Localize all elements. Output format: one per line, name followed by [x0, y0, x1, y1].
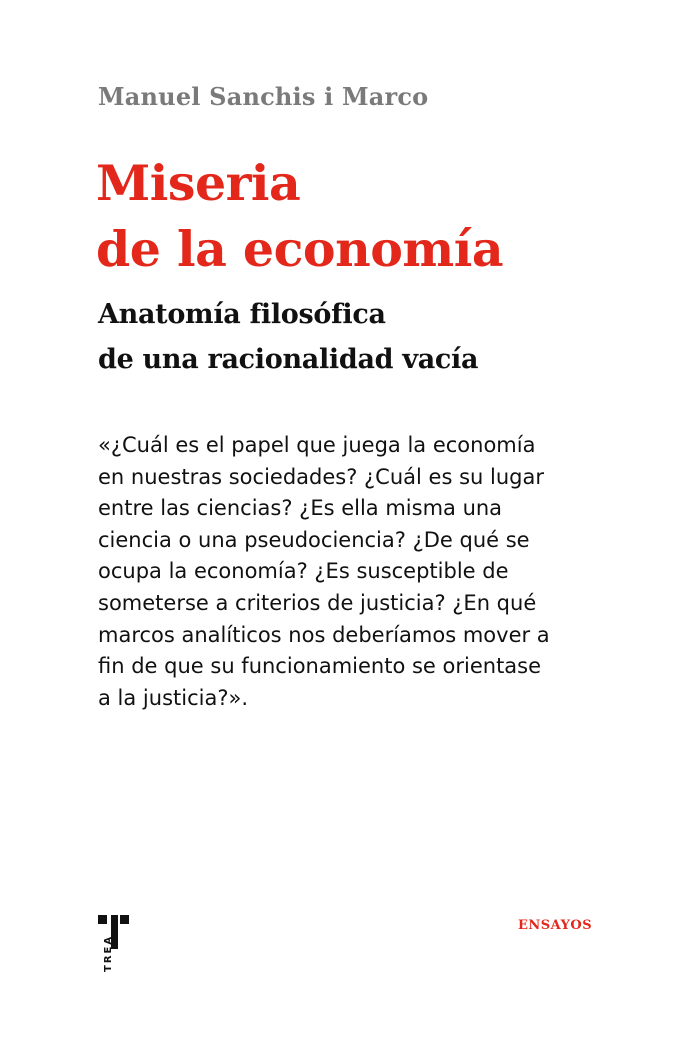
blurb-line: ciencia o una pseudociencia? ¿De qué se	[98, 527, 530, 552]
blurb-line: en nuestras sociedades? ¿Cuál es su lugar	[98, 464, 544, 489]
blurb-line: ocupa la economía? ¿Es susceptible de	[98, 559, 509, 584]
blurb-line: «¿Cuál es el papel que juega la economía	[98, 433, 536, 457]
blurb-line: fin de que su funcionamiento se orientase	[98, 654, 542, 679]
blurb-line: someterse a criterios de justicia? ¿En qué	[98, 590, 537, 615]
publisher-logo-text: TREA	[103, 934, 114, 972]
blurb-line: a la justicia?».	[98, 685, 248, 710]
book-title	[96, 150, 503, 282]
blurb-quote	[98, 430, 550, 714]
blurb-line: marcos analíticos nos deberíamos mover a	[98, 622, 550, 647]
book-subtitle-line: Anatomía filosófica	[98, 299, 386, 330]
logo-square-right	[120, 915, 129, 924]
book-title-line: de la economía	[96, 220, 504, 278]
collection-name: ENSAYOS	[518, 918, 593, 933]
blurb-line: entre las ciencias? ¿Es ella misma una	[98, 496, 503, 521]
book-subtitle	[98, 292, 478, 382]
book-subtitle-line: de una racionalidad vacía	[98, 344, 479, 375]
author-name: Manuel Sanchis i Marco	[98, 82, 429, 111]
logo-square-left	[98, 915, 107, 924]
book-title-line: Miseria	[96, 154, 301, 212]
